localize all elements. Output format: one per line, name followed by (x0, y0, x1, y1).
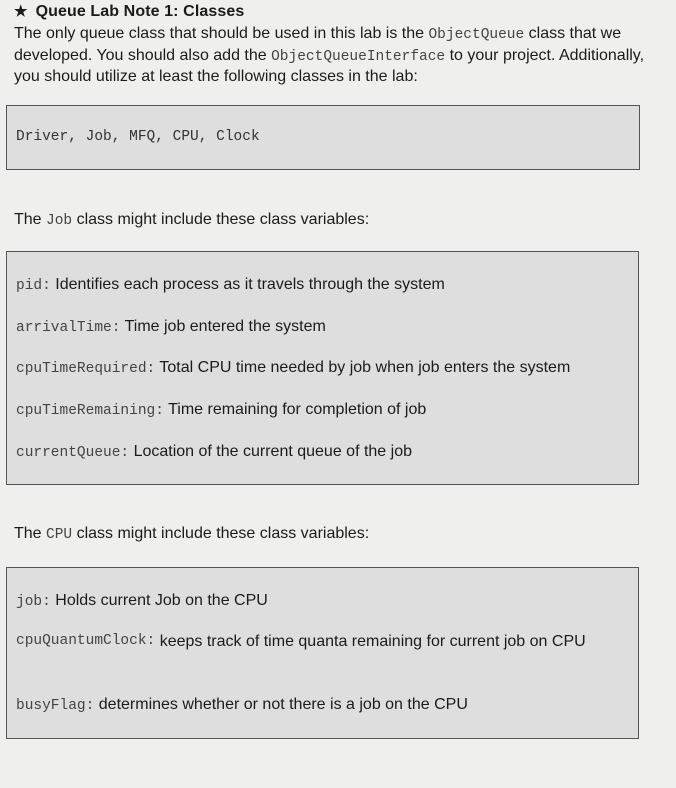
variable-name: job: (16, 594, 51, 610)
variable-description: Total CPU time needed by job when job enters the system (159, 359, 571, 376)
job-intro-text-1: The (14, 211, 47, 228)
note-title: Queue Lab Note 1: Classes (35, 3, 245, 20)
variable-description: keeps track of time quanta remaining for current job on CPU (159, 633, 586, 650)
job-variable-row (16, 441, 412, 464)
star-icon: ★ (14, 3, 28, 20)
cpu-variable-row (16, 590, 268, 613)
variable-name: cpuTimeRemaining: (16, 403, 164, 419)
classes-list: Driver, Job, MFQ, CPU, Clock (16, 129, 260, 145)
variable-name: arrivalTime: (16, 320, 121, 336)
intro-text-3: to your project. Additionally, you should utilize at least the following classes in the lab: (14, 46, 645, 85)
variable-description: Location of the current queue of the job (133, 443, 412, 460)
cpu-section-intro (14, 525, 369, 543)
job-code: Job (46, 213, 73, 229)
cpu-code: CPU (46, 527, 73, 543)
job-intro-text-2: class might include these class variables: (72, 211, 370, 228)
job-variable-row (16, 399, 426, 422)
intro-paragraph (14, 24, 664, 88)
intro-code-objectqueueinterface: ObjectQueueInterface (271, 48, 446, 65)
variable-description: determines whether or not there is a job on the CPU (98, 696, 468, 713)
cpu-variable-row (16, 631, 590, 652)
variable-description: Time job entered the system (124, 318, 326, 335)
variable-description: Holds current Job on the CPU (55, 592, 268, 609)
intro-code-objectqueue: ObjectQueue (428, 27, 525, 43)
variable-name: cpuTimeRequired: (16, 361, 156, 377)
job-variable-row (16, 274, 445, 297)
cpu-intro-text-1: The (14, 525, 47, 542)
job-variable-row (16, 316, 326, 339)
cpu-intro-text-2: class might include these class variables: (72, 525, 370, 542)
variable-name: pid: (16, 278, 51, 294)
classes-box (6, 105, 640, 170)
intro-text-1: The only queue class that should be used in this lab is the (14, 25, 429, 42)
variable-name: cpuQuantumClock: (16, 633, 156, 649)
job-variable-row (16, 357, 570, 380)
variable-description: Identifies each process as it travels through the system (55, 276, 445, 293)
variable-name: currentQueue: (16, 445, 130, 461)
job-variables-box (6, 251, 639, 485)
variable-name: busyFlag: (16, 698, 95, 714)
note-heading (14, 2, 244, 21)
intro-text-2: class that we developed. You should also add the (14, 25, 622, 64)
variable-description: Time remaining for completion of job (168, 401, 427, 418)
job-section-intro (14, 211, 369, 229)
cpu-variable-row (16, 694, 468, 717)
cpu-variables-box (6, 567, 639, 739)
